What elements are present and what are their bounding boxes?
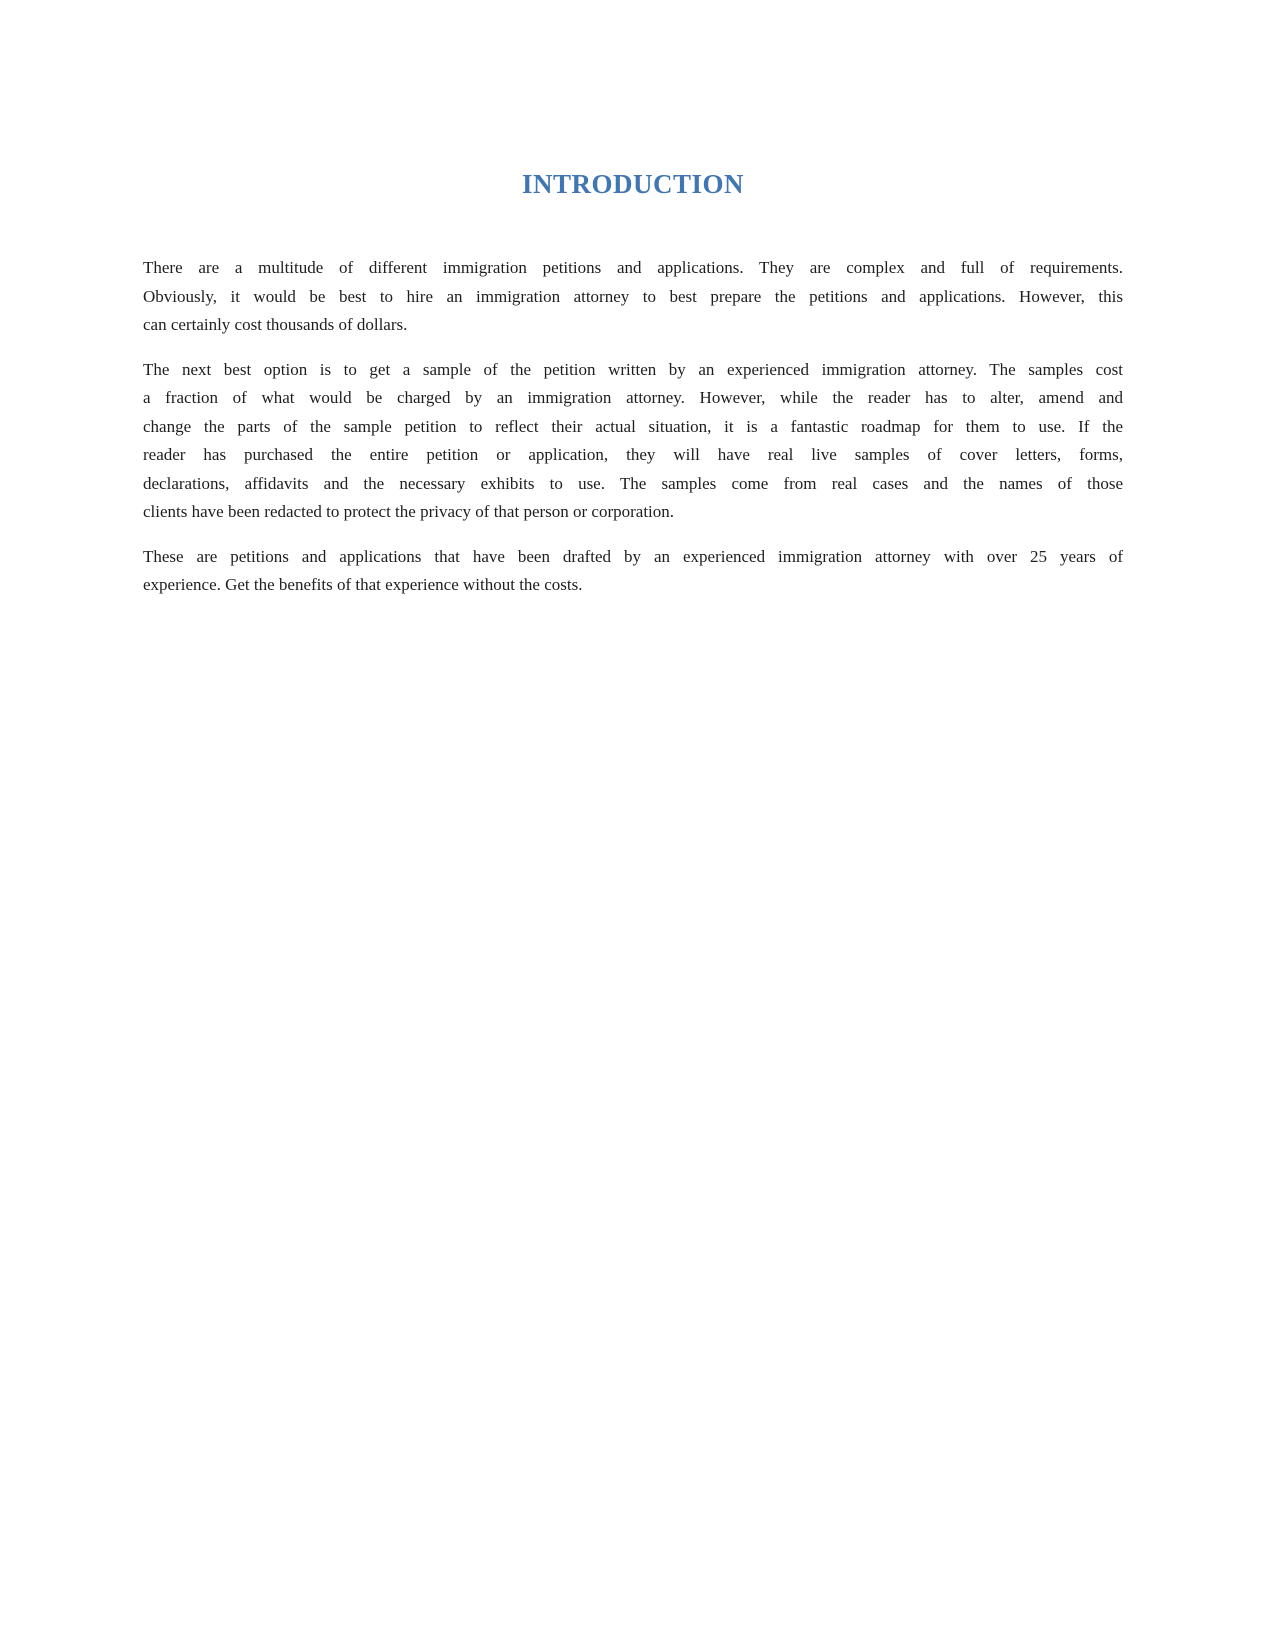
page-title: INTRODUCTION (521, 169, 745, 199)
text-line: can certainly cost thousands of dollars. (143, 315, 408, 334)
paragraph (143, 356, 1123, 527)
text-line: change the parts of the sample petition to reflect their actual situation, it is a fantastic roadmap for them to use. If the (143, 416, 1123, 436)
document-body (143, 254, 1123, 600)
paragraph (143, 254, 1123, 340)
paragraph (143, 543, 1123, 600)
document-content (143, 0, 1123, 616)
text-line: experience. Get the benefits of that experience without the costs. (143, 575, 583, 594)
text-line: These are petitions and applications that have been drafted by an experienced immigration attorney with over 25 years of (143, 546, 1123, 566)
text-line: a fraction of what would be charged by an immigration attorney. However, while the reader has to alter, amend and (143, 388, 1123, 407)
text-line: reader has purchased the entire petition or application, they will have real live samples of cover letters, forms, (143, 445, 1123, 464)
text-line: clients have been redacted to protect the privacy of that person or corporation. (143, 502, 675, 521)
text-line: Obviously, it would be best to hire an immigration attorney to best prepare the petitions and applications. However, this (143, 286, 1123, 306)
text-line: There are a multitude of different immigration petitions and applications. They are complex and full of requirements. (143, 258, 1123, 277)
text-line: declarations, affidavits and the necessary exhibits to use. The samples come from real cases and the names of those (143, 473, 1123, 493)
text-line: The next best option is to get a sample of the petition written by an experienced immigration attorney. The samples cost (143, 359, 1123, 379)
